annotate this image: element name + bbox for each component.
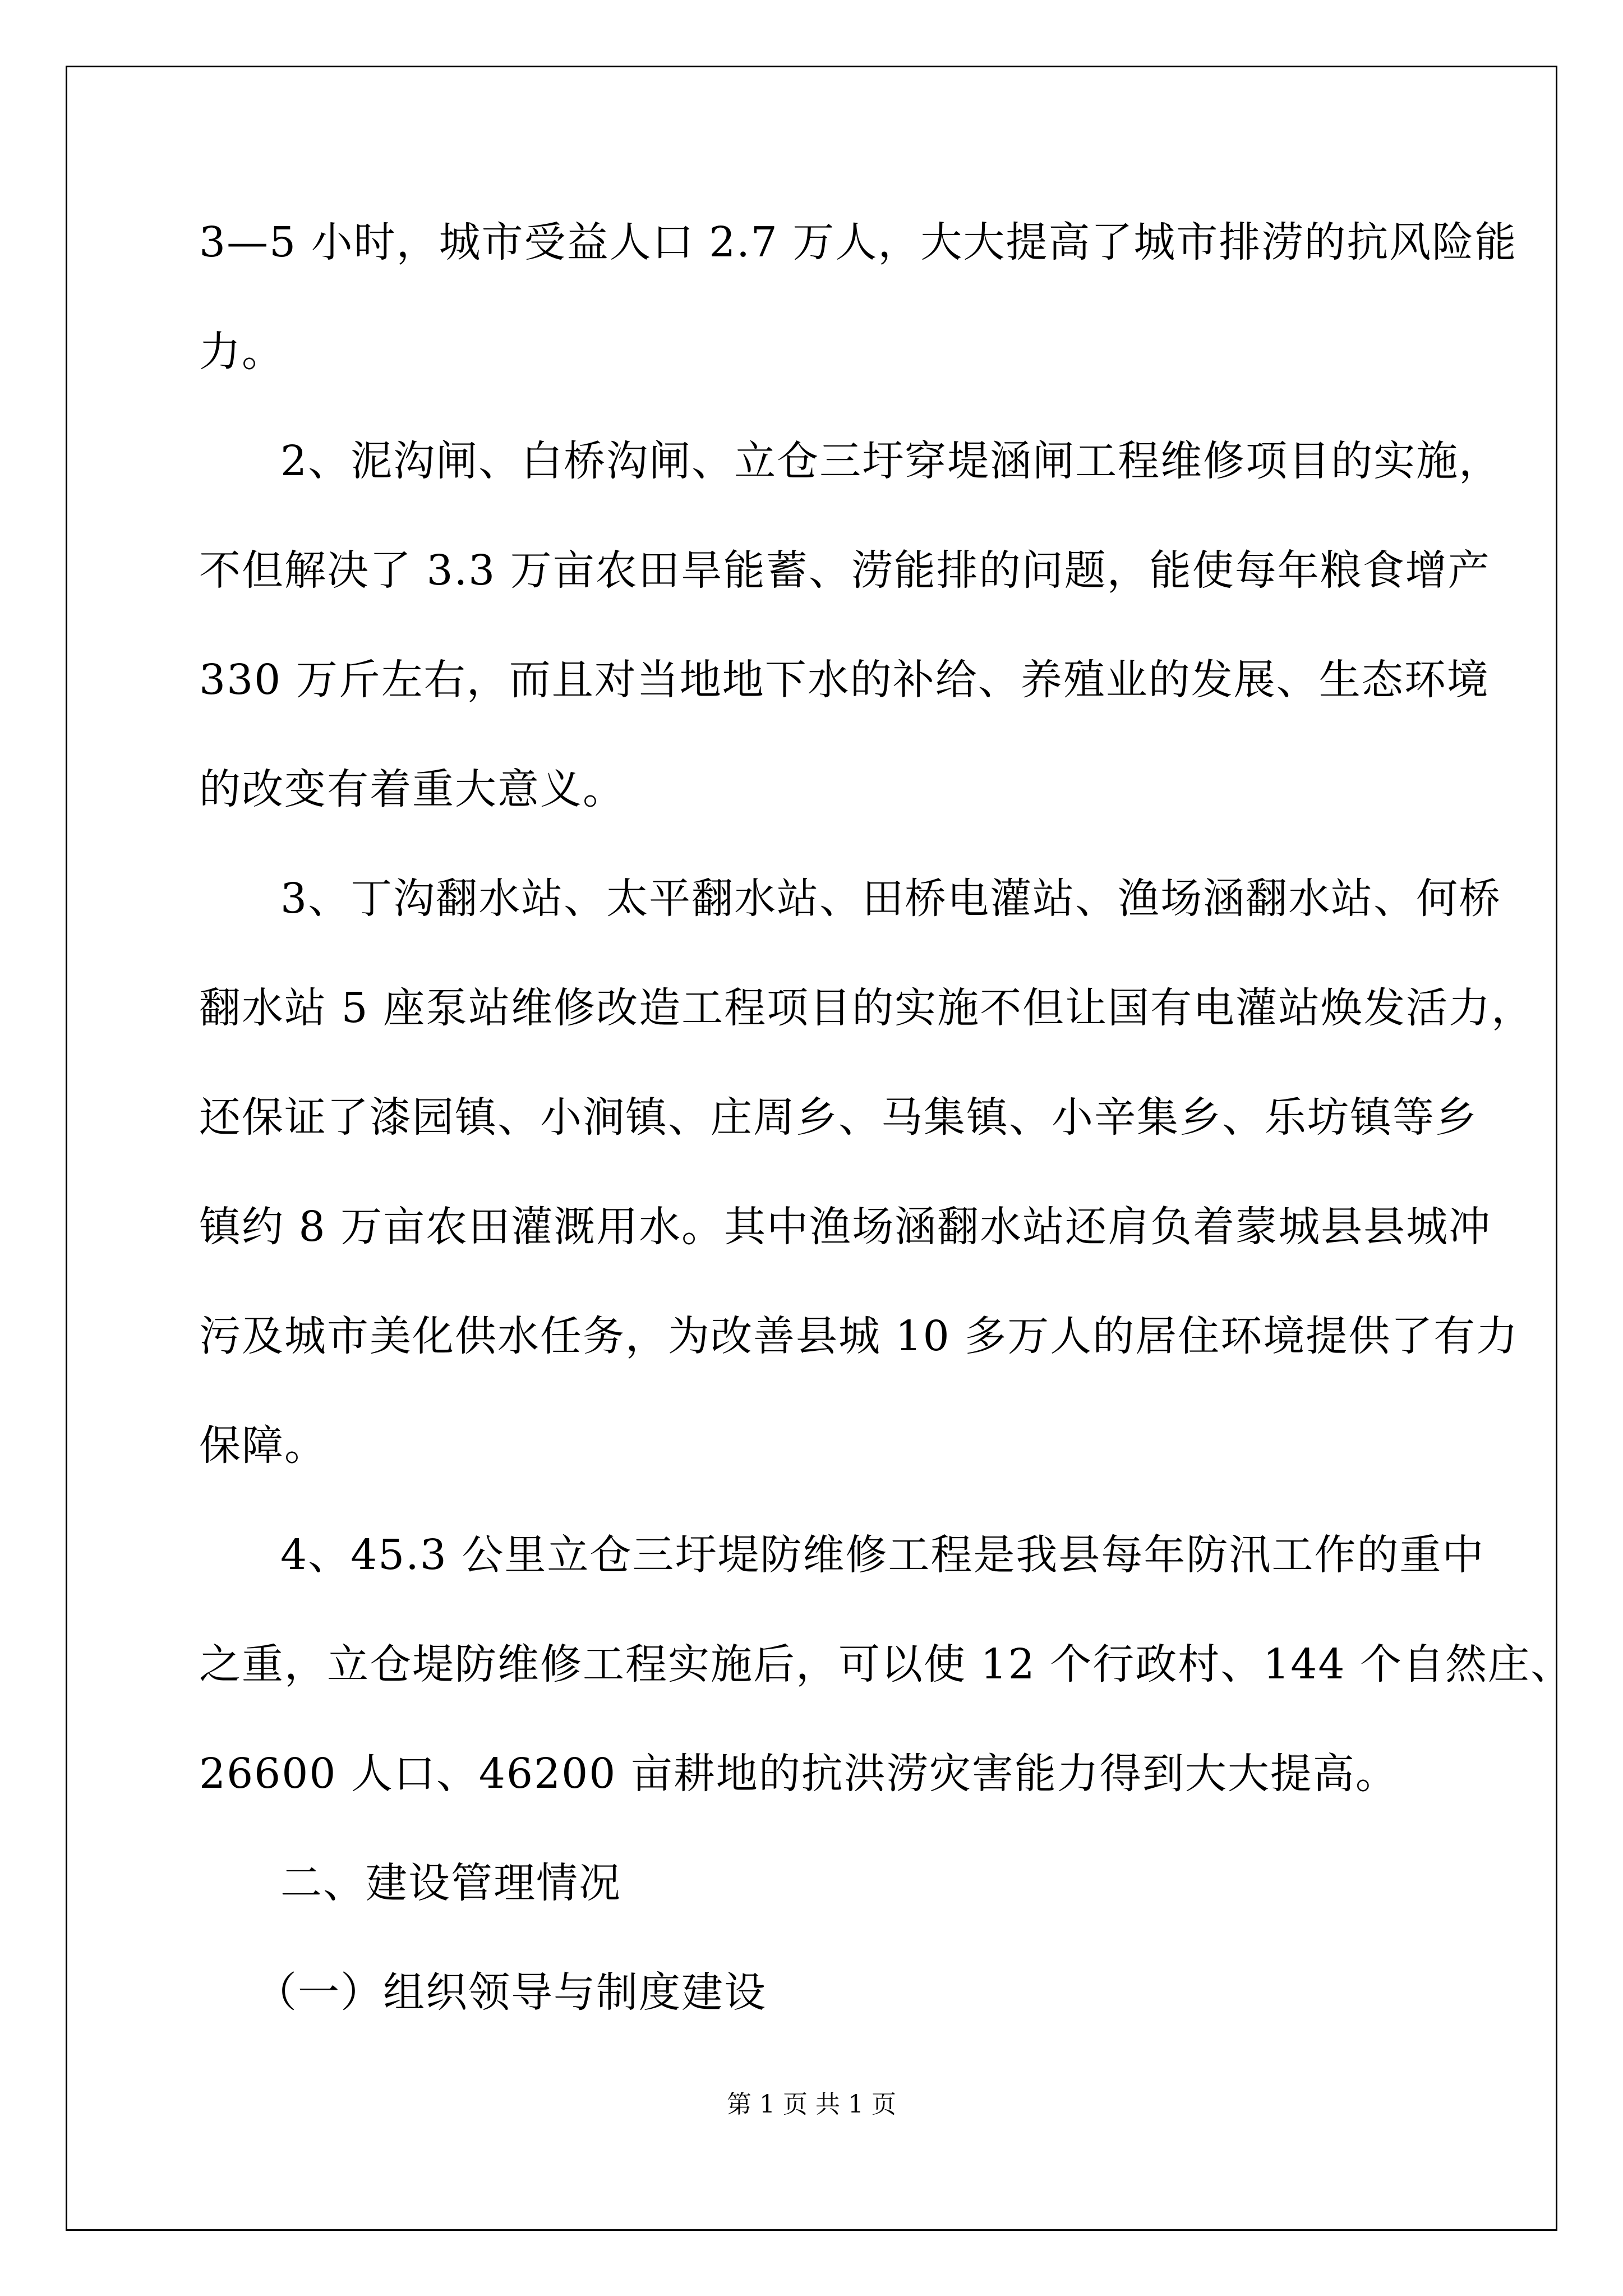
text-line-14: 之重，立仓堤防维修工程实施后，可以使 12 个行政村、144 个自然庄、	[199, 1640, 1573, 1688]
text-line-13: 4、45.3 公里立仓三圩堤防维修工程是我县每年防汛工作的重中	[280, 1531, 1485, 1579]
subsection-heading: （一）组织领导与制度建设	[255, 1968, 767, 2017]
page-number-footer: 第 1 页 共 1 页	[727, 2090, 896, 2119]
text-line-3: 2、泥沟闸、白桥沟闸、立仓三圩穿堤涵闸工程维修项目的实施，	[280, 437, 1502, 485]
text-line-12: 保障。	[199, 1421, 327, 1470]
text-line-5: 330 万斤左右，而且对当地地下水的补给、养殖业的发展、生态环境	[199, 656, 1490, 704]
text-line-2: 力。	[199, 328, 284, 376]
text-line-1: 3—5 小时，城市受益人口 2.7 万人，大大提高了城市排涝的抗风险能	[199, 218, 1518, 266]
text-line-9: 还保证了漆园镇、小涧镇、庄周乡、马集镇、小辛集乡、乐坊镇等乡	[199, 1093, 1478, 1142]
text-line-8: 翻水站 5 座泵站维修改造工程项目的实施不但让国有电灌站焕发活力，	[199, 984, 1534, 1032]
section-heading: 二、建设管理情况	[280, 1859, 621, 1907]
text-line-11: 污及城市美化供水任务，为改善县城 10 多万人的居住环境提供了有力	[199, 1312, 1519, 1360]
text-line-6: 的改变有着重大意义。	[199, 765, 625, 813]
text-line-10: 镇约 8 万亩农田灌溉用水。其中渔场涵翻水站还肩负着蒙城县县城冲	[199, 1203, 1492, 1251]
text-line-4: 不但解决了 3.3 万亩农田旱能蓄、涝能排的问题，能使每年粮食增产	[199, 546, 1491, 595]
text-line-7: 3、丁沟翻水站、太平翻水站、田桥电灌站、渔场涵翻水站、何桥	[280, 875, 1502, 923]
text-line-15: 26600 人口、46200 亩耕地的抗洪涝灾害能力得到大大提高。	[199, 1750, 1398, 1798]
